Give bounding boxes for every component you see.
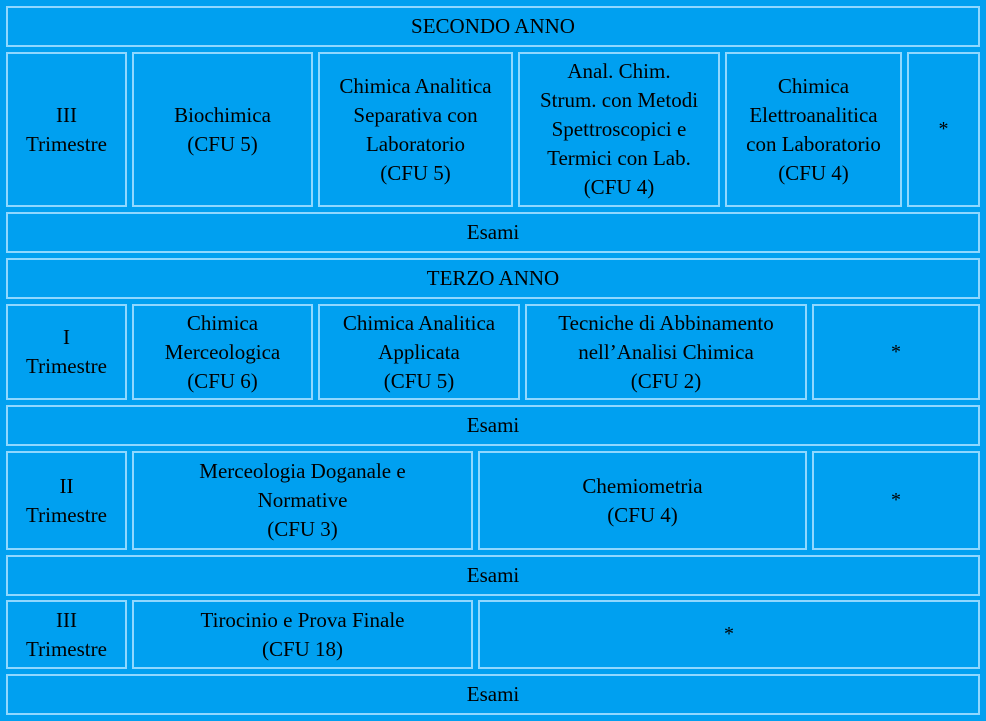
terzo-anno-t3-label: III Trimestre <box>6 600 127 669</box>
terzo-anno-t3-extra: * <box>478 600 980 669</box>
terzo-anno-t1-label: I Trimestre <box>6 304 127 400</box>
course-chimica-elettroanalitica: Chimica Elettroanalitica con Laboratorio (CFU 4) <box>725 52 902 207</box>
course-merceologia-doganale: Merceologia Doganale e Normative (CFU 3) <box>132 451 473 550</box>
terzo-anno-t2-label: II Trimestre <box>6 451 127 550</box>
secondo-anno-t3-extra: * <box>907 52 980 207</box>
secondo-anno-header: SECONDO ANNO <box>6 6 980 47</box>
terzo-anno-t2-extra: * <box>812 451 980 550</box>
terzo-anno-t2-esami: Esami <box>6 555 980 596</box>
course-chemiometria: Chemiometria (CFU 4) <box>478 451 807 550</box>
terzo-anno-t1-esami: Esami <box>6 405 980 446</box>
course-anal-chim-strum: Anal. Chim. Strum. con Metodi Spettroscopici e Termici con Lab. (CFU 4) <box>518 52 720 207</box>
terzo-anno-header: TERZO ANNO <box>6 258 980 299</box>
secondo-anno-t3-esami: Esami <box>6 212 980 253</box>
course-tecniche-di-abbinamento: Tecniche di Abbinamento nell’Analisi Chimica (CFU 2) <box>525 304 807 400</box>
course-chimica-analitica-applicata: Chimica Analitica Applicata (CFU 5) <box>318 304 520 400</box>
terzo-anno-t1-extra: * <box>812 304 980 400</box>
terzo-anno-t3-esami: Esami <box>6 674 980 715</box>
course-biochimica: Biochimica (CFU 5) <box>132 52 313 207</box>
secondo-anno-t3-label: III Trimestre <box>6 52 127 207</box>
course-chimica-analitica-separativa: Chimica Analitica Separativa con Laboratorio (CFU 5) <box>318 52 513 207</box>
course-tirocinio-prova-finale: Tirocinio e Prova Finale (CFU 18) <box>132 600 473 669</box>
course-chimica-merceologica: Chimica Merceologica (CFU 6) <box>132 304 313 400</box>
